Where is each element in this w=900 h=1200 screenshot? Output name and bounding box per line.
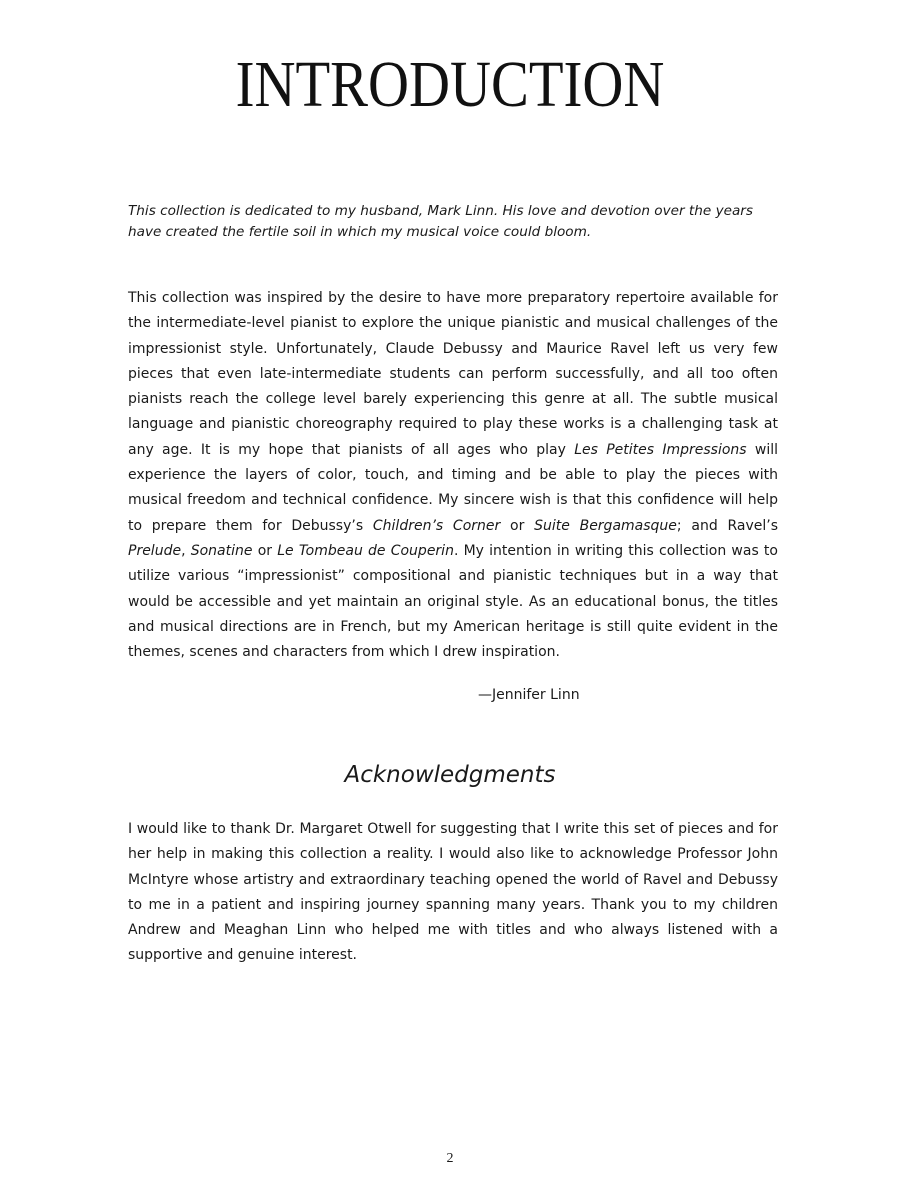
dedication-text: This collection is dedicated to my husband, Mark Linn. His love and devotion over the years have created the fertile soil in which my musical voice could bloom.: [128, 203, 753, 240]
author-signature: —Jennifer Linn: [478, 687, 580, 703]
page-title: INTRODUCTION: [235, 48, 665, 121]
page-number: 2: [446, 1151, 454, 1166]
intro-text-7: . My intention in writing this collection was to utilize various “impressionist” compositional and pianistic techniques but in a way that would be accessible and yet maintain an original style. As an educational bonus, the titles and musical directions are in French, but my American heritage is still quite evident in the themes, scenes and characters from which I drew inspiration.: [128, 542, 778, 661]
introduction-body: [128, 286, 778, 665]
intro-text-3: or: [500, 517, 535, 534]
intro-text-6: or: [252, 542, 278, 559]
acknowledgments-heading: Acknowledgments: [344, 762, 556, 788]
intro-text-4: ; and Ravel’s: [676, 517, 778, 534]
acknowledgments-body: I would like to thank Dr. Margaret Otwell for suggesting that I write this set of pieces and for her help in making this collection a reality. I would also like to acknowledge Professor John McIntyre whose artistry and extraordinary teaching opened the world of Ravel and Debussy to me in a patient and inspiring journey spanning many years. Thank you to my children Andrew and Meaghan Linn who helped me with titles and who always listened with a supportive and genuine interest.: [128, 821, 778, 964]
work-title-prelude: Prelude: [128, 542, 182, 559]
work-title-suite-bergamasque: Suite Bergamasque: [534, 517, 677, 534]
work-title-le-tombeau-de-couperin: Le Tombeau de Couperin: [277, 542, 454, 559]
intro-text-2: will experience the layers of color, touch, and timing and be able to play the pieces with musical freedom and technical confidence. My sincere wish is that this confidence will help to prepare them for Debussy’s: [128, 441, 778, 534]
work-title-childrens-corner: Children’s Corner: [372, 517, 501, 534]
intro-text-1: This collection was inspired by the desire to have more preparatory repertoire available for the intermediate-level pianist to explore the unique pianistic and musical challenges of the impressionist style. Unfortunately, Claude Debussy and Maurice Ravel left us very few pieces that even late-intermediate students can perform successfully, and all too often pianists reach the college level barely experiencing this genre at all. The subtle musical language and pianistic choreography required to play these works is a challenging task at any age. It is my hope that pianists of all ages who play: [128, 290, 778, 458]
intro-text-5: ,: [181, 542, 191, 559]
work-title-les-petites-impressions: Les Petites Impressions: [574, 441, 747, 458]
work-title-sonatine: Sonatine: [190, 542, 253, 559]
